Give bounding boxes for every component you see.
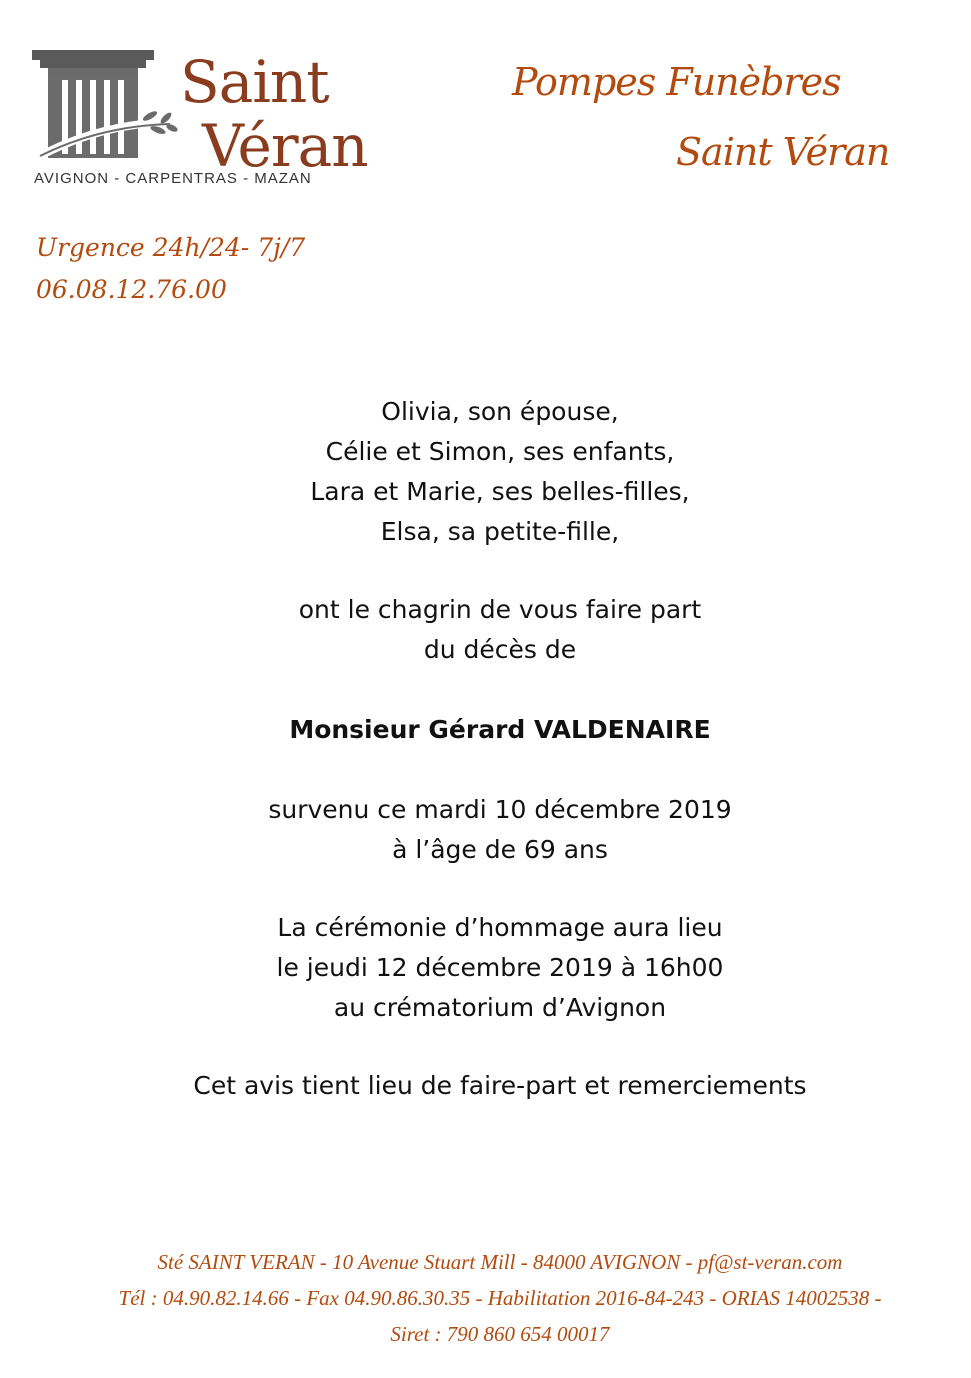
ceremony-line: au crématorium d’Avignon xyxy=(333,993,667,1022)
logo-brand-line-1: Saint xyxy=(180,48,329,116)
ceremony-line: La cérémonie d’hommage aura lieu xyxy=(277,913,723,942)
announcement-block xyxy=(60,590,940,670)
death-info-block xyxy=(60,790,940,870)
ceremony-line: le jeudi 12 décembre 2019 à 16h00 xyxy=(276,953,724,982)
header-title-line-2: Saint Véran xyxy=(676,130,890,174)
urgence-block xyxy=(36,227,305,311)
announcement-line: ont le chagrin de vous faire part xyxy=(298,595,702,624)
announcement-line: du décès de xyxy=(423,635,577,664)
footer-line-3: Siret : 790 860 654 00017 xyxy=(390,1322,610,1346)
deceased-name: Monsieur Gérard VALDENAIRE xyxy=(289,715,711,744)
column-laurel-icon xyxy=(30,44,180,164)
death-info-line: survenu ce mardi 10 décembre 2019 xyxy=(268,795,732,824)
company-logo xyxy=(30,44,375,194)
header-title-line-1: Pompes Funèbres xyxy=(512,60,841,104)
ceremony-block xyxy=(60,908,940,1028)
family-line: Lara et Marie, ses belles-filles, xyxy=(310,477,690,506)
urgence-phone: 06.08.12.76.00 xyxy=(36,275,227,304)
footer-line-1: Sté SAINT VERAN - 10 Avenue Stuart Mill - 84000 AVIGNON - pf@st-veran.com xyxy=(157,1250,843,1274)
family-line: Olivia, son épouse, xyxy=(381,397,619,426)
footer-line-2: Tél : 04.90.82.14.66 - Fax 04.90.86.30.35 - Habilitation 2016-84-243 - ORIAS 14002538 - xyxy=(118,1286,882,1310)
logo-brand-line-2: Véran xyxy=(202,112,368,180)
logo-cities: AVIGNON - CARPENTRAS - MAZAN xyxy=(34,170,312,187)
footer xyxy=(20,1244,971,1352)
closing-line: Cet avis tient lieu de faire-part et remerciements xyxy=(193,1071,807,1100)
urgence-label: Urgence 24h/24- 7j/7 xyxy=(36,233,306,262)
family-line: Elsa, sa petite-fille, xyxy=(380,517,620,546)
death-info-line: à l’âge de 69 ans xyxy=(392,835,608,864)
family-block xyxy=(60,392,940,552)
family-line: Célie et Simon, ses enfants, xyxy=(325,437,675,466)
